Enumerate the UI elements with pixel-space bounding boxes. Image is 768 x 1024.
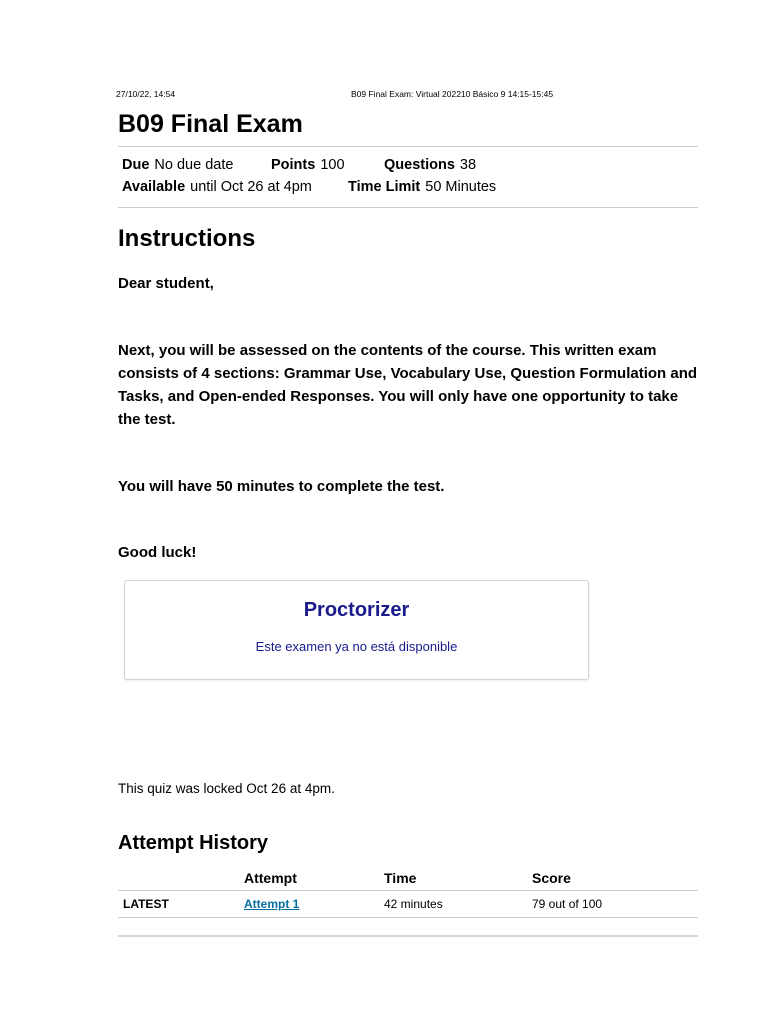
time-limit-value: 50 Minutes: [425, 179, 497, 195]
instructions-heading: Instructions: [118, 225, 256, 252]
proctorizer-panel: [124, 580, 589, 680]
proctorizer-message: Este examen ya no está disponible: [255, 639, 458, 654]
instructions-closing: Good luck!: [118, 544, 197, 561]
available-value: until Oct 26 at 4pm: [190, 179, 312, 195]
proctorizer-title: Proctorizer: [303, 599, 410, 621]
points-value: 100: [320, 157, 345, 173]
divider: [118, 146, 698, 147]
time-limit-label: Time Limit: [348, 179, 421, 195]
attempt-history-heading: Attempt History: [118, 832, 269, 854]
attempt-score: 79 out of 100: [532, 897, 603, 911]
print-header: [116, 89, 708, 101]
instructions-greeting: Dear student,: [118, 275, 214, 292]
table-bottom-border: [118, 935, 698, 937]
available-label: Available: [122, 179, 186, 195]
lock-notice: This quiz was locked Oct 26 at 4pm.: [118, 781, 335, 796]
questions-value: 38: [459, 157, 477, 173]
attempt-time: 42 minutes: [384, 897, 443, 911]
print-timestamp: 27/10/22, 14:54: [116, 89, 176, 99]
divider: [118, 207, 698, 208]
quiz-due: [122, 157, 233, 173]
points-label: Points: [271, 157, 316, 173]
print-document-title: B09 Final Exam: Virtual 202210 Básico 9 14:15-15:45: [351, 89, 554, 99]
questions-label: Questions: [384, 157, 455, 173]
quiz-points: [271, 157, 345, 173]
quiz-available: [122, 179, 312, 195]
quiz-questions: [384, 157, 476, 173]
column-header-score: Score: [532, 870, 571, 886]
column-header-attempt: Attempt: [244, 870, 297, 886]
instructions-time-note: You will have 50 minutes to complete the test.: [118, 478, 445, 495]
due-value: No due date: [154, 157, 234, 173]
attempt-link[interactable]: Attempt 1: [244, 897, 300, 911]
instructions-body: Next, you will be assessed on the contents of the course. This written exam consists of 4 sections: Grammar Use, Vocabulary Use, Question Formulation and Tasks, and Open-ended Responses. You will only have one opportunity to take the test.: [118, 342, 698, 428]
quiz-time-limit: [348, 179, 496, 195]
due-label: Due: [122, 157, 150, 173]
table-row-divider: [118, 917, 698, 918]
table-header-divider: [118, 890, 698, 891]
page-title: B09 Final Exam: [118, 110, 303, 138]
attempt-status: LATEST: [123, 897, 169, 911]
column-header-time: Time: [384, 870, 417, 886]
